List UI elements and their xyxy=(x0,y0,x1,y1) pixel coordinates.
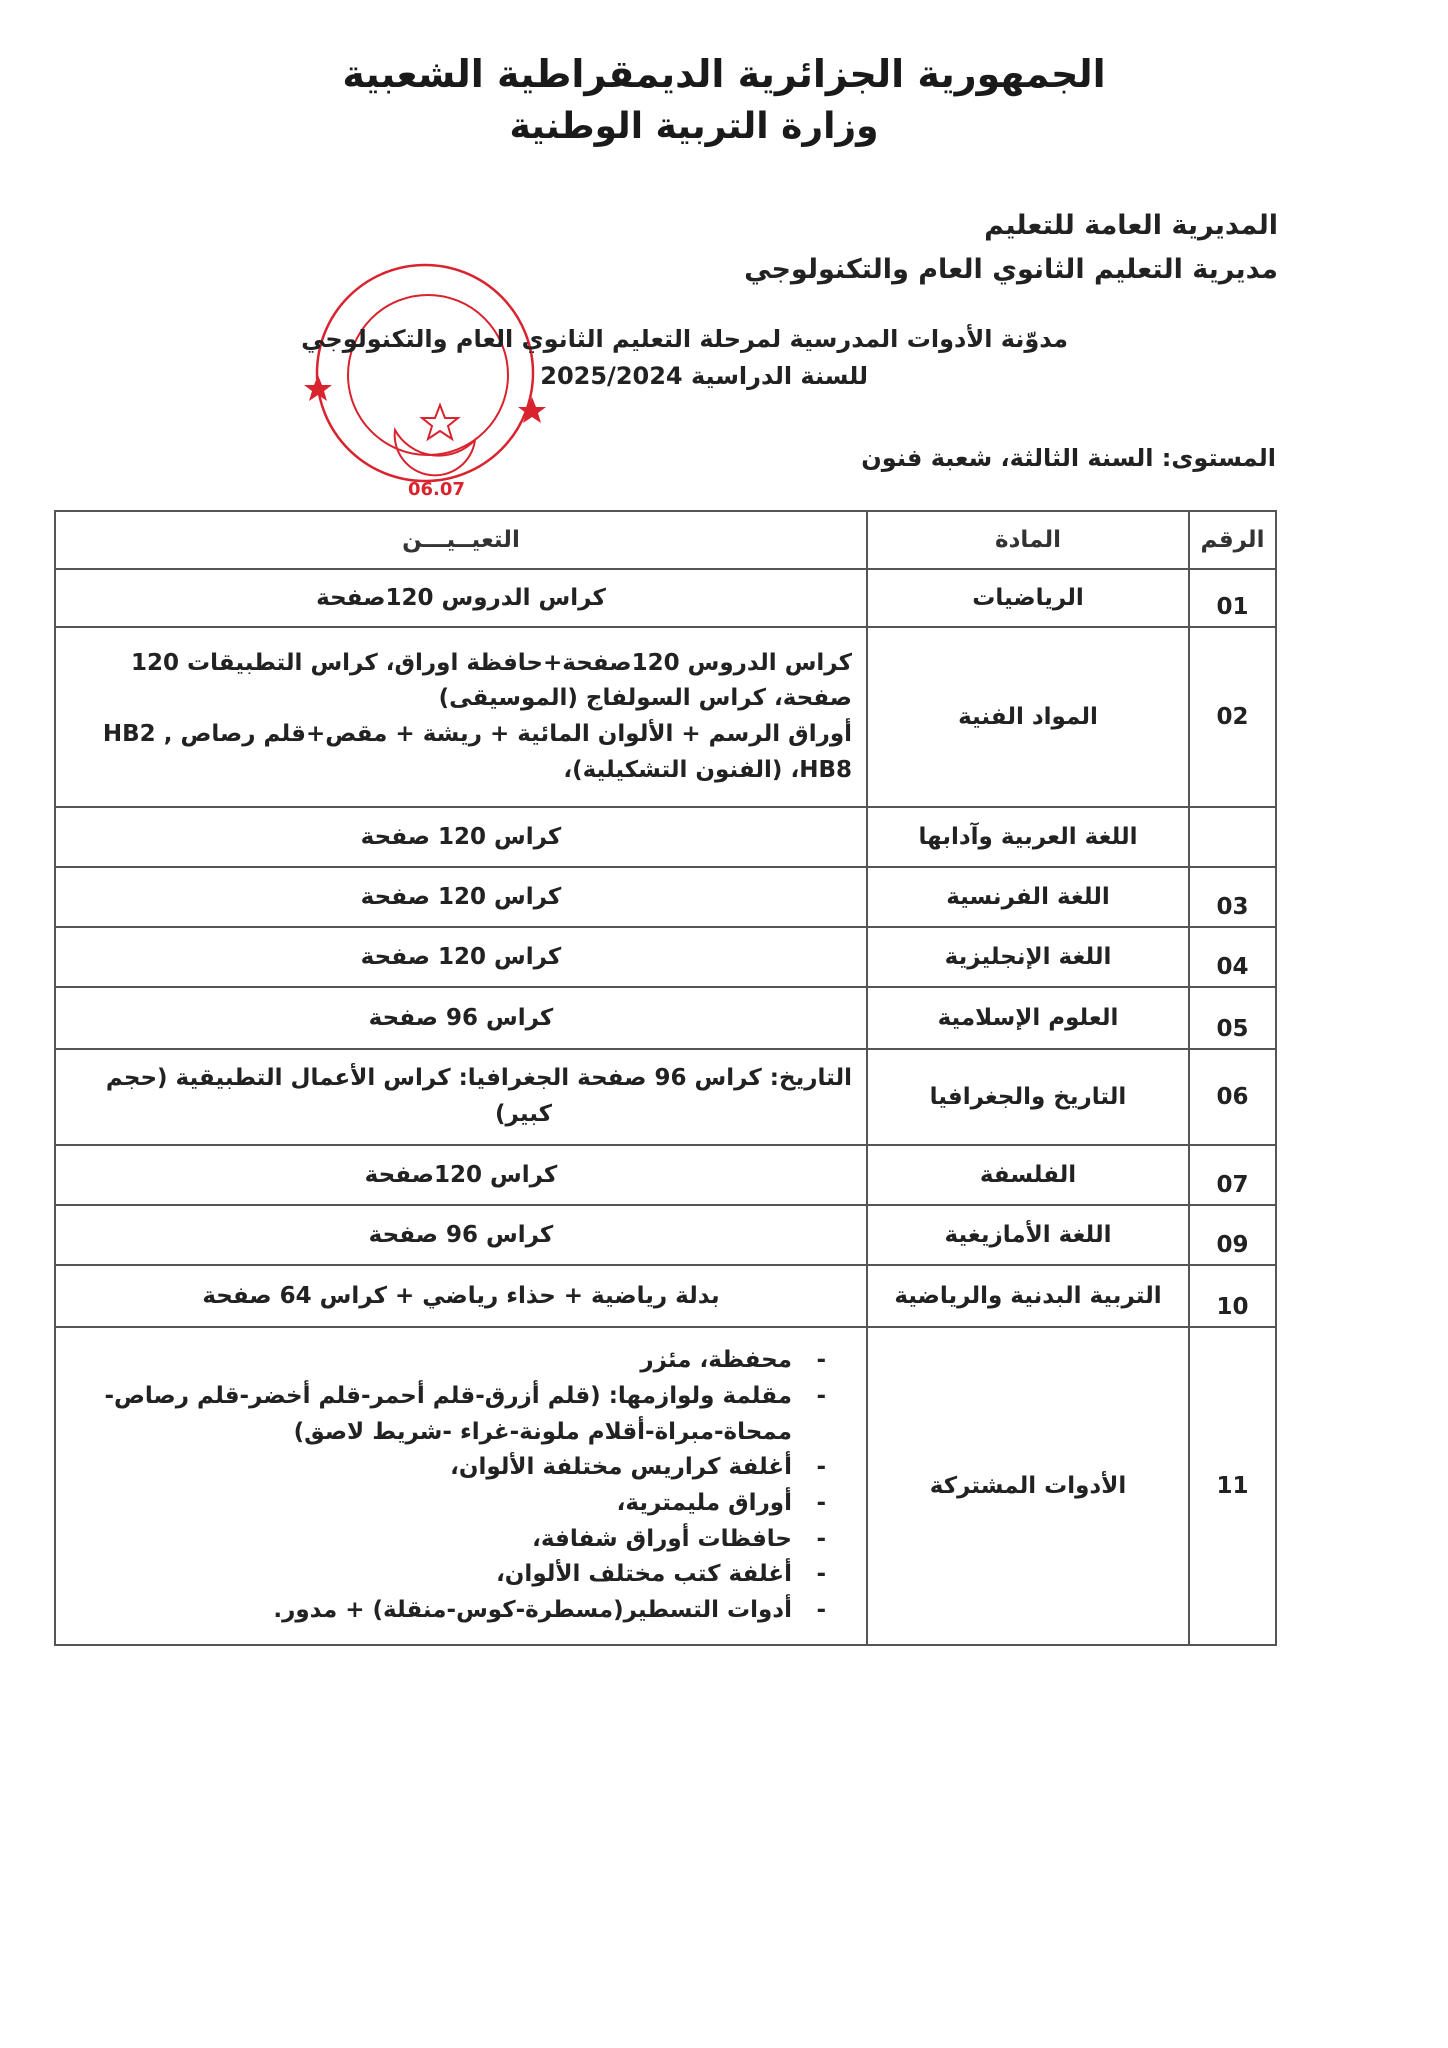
row-number: 05 xyxy=(1189,987,1276,1049)
supplies-table xyxy=(54,510,1277,1646)
list-item: - أدوات التسطير(مسطرة-كوس-منقلة) + مدور. xyxy=(56,1593,826,1629)
row-details: كراس 120 صفحة xyxy=(55,867,867,927)
table-row xyxy=(55,987,1276,1049)
row-details: كراس 96 صفحة xyxy=(55,1205,867,1265)
table-row xyxy=(55,867,1276,927)
row-details: بدلة رياضية + حذاء رياضي + كراس 64 صفحة xyxy=(55,1265,867,1327)
row-number: 04 xyxy=(1189,927,1276,987)
official-stamp xyxy=(300,255,550,505)
header-details: التعيــيـــن xyxy=(55,511,867,569)
details-line: كبير) xyxy=(495,1101,552,1127)
row-details: كراس الدروس 120صفحة xyxy=(55,569,867,627)
stamp-outer-ring xyxy=(317,265,533,481)
list-item: - أغلفة كتب مختلف الألوان، xyxy=(56,1557,826,1593)
directorate-general: المديرية العامة للتعليم xyxy=(984,210,1278,241)
row-details: كراس 120صفحة xyxy=(55,1145,867,1205)
table-row xyxy=(55,569,1276,627)
table-row xyxy=(55,1265,1276,1327)
stamp-left-star-icon xyxy=(304,375,332,401)
school-year: للسنة الدراسية 2025/2024 xyxy=(540,362,868,390)
details-line: كراس الدروس 120صفحة+حافظة اوراق، كراس التطبيقات 120 xyxy=(131,649,852,676)
details-line: التاريخ: كراس 96 صفحة الجغرافيا: كراس الأعمال التطبيقية (حجم xyxy=(105,1065,852,1092)
list-item: - محفظة، مئزر xyxy=(56,1343,826,1379)
row-subject: اللغة الفرنسية xyxy=(867,867,1189,927)
header-subject: المادة xyxy=(867,511,1189,569)
level-label: المستوى: السنة الثالثة، شعبة فنون xyxy=(861,444,1276,472)
row-number xyxy=(1189,807,1276,867)
row-number: 02 xyxy=(1189,627,1276,807)
table-row xyxy=(55,1205,1276,1265)
row-number: 10 xyxy=(1189,1265,1276,1327)
row-subject: اللغة العربية وآدابها xyxy=(867,807,1189,867)
row-number: 01 xyxy=(1189,569,1276,627)
row-subject: التاريخ والجغرافيا xyxy=(867,1049,1189,1145)
row-subject: العلوم الإسلامية xyxy=(867,987,1189,1049)
row-details xyxy=(55,627,867,807)
stamp-code: 06.07 xyxy=(408,479,465,500)
star-icon xyxy=(422,405,458,439)
details-line: HB8، (الفنون التشكيلية)، xyxy=(563,756,852,783)
table-header-row xyxy=(55,511,1276,569)
directorate: مديرية التعليم الثانوي العام والتكنولوجي xyxy=(744,254,1278,285)
list-title: مدوّنة الأدوات المدرسية لمرحلة التعليم الثانوي العام والتكنولوجي xyxy=(301,325,1068,353)
header-number: الرقم xyxy=(1189,511,1276,569)
list-item: - مقلمة ولوازمها: (قلم أزرق-قلم أحمر-قلم أخضر-قلم رصاص- ممحاة-مبراة-أقلام ملونة-غراء -شريط لاصق) xyxy=(56,1379,826,1450)
row-number: 11 xyxy=(1189,1327,1276,1645)
row-subject: الأدوات المشتركة xyxy=(867,1327,1189,1645)
row-subject: المواد الفنية xyxy=(867,627,1189,807)
row-number: 07 xyxy=(1189,1145,1276,1205)
table-row xyxy=(55,807,1276,867)
row-details xyxy=(55,1049,867,1145)
row-details: كراس 96 صفحة xyxy=(55,987,867,1049)
ministry-title: وزارة التربية الوطنية xyxy=(509,106,879,147)
list-item: - حافظات أوراق شفافة، xyxy=(56,1522,826,1558)
row-number: 09 xyxy=(1189,1205,1276,1265)
row-subject: اللغة الأمازيغية xyxy=(867,1205,1189,1265)
details-line: أوراق الرسم + الألوان المائية + ريشة + مقص+قلم رصاص , HB2 xyxy=(102,721,852,747)
row-subject: الفلسفة xyxy=(867,1145,1189,1205)
common-tools-list xyxy=(56,1343,866,1628)
row-details: كراس 120 صفحة xyxy=(55,807,867,867)
list-item: - أوراق مليمترية، xyxy=(56,1486,826,1522)
row-subject: الرياضيات xyxy=(867,569,1189,627)
table-row xyxy=(55,1145,1276,1205)
table-row xyxy=(55,1049,1276,1145)
table-row xyxy=(55,627,1276,807)
row-details: كراس 120 صفحة xyxy=(55,927,867,987)
row-subject: التربية البدنية والرياضية xyxy=(867,1265,1189,1327)
table-row xyxy=(55,1327,1276,1645)
details-line: صفحة، كراس السولفاج (الموسيقى) xyxy=(438,685,852,712)
row-details xyxy=(55,1327,867,1645)
table-row xyxy=(55,927,1276,987)
stamp-inner-ring xyxy=(348,295,508,455)
list-item: - أغلفة كراريس مختلفة الألوان، xyxy=(56,1450,826,1486)
row-number: 06 xyxy=(1189,1049,1276,1145)
republic-title: الجمهورية الجزائرية الديمقراطية الشعبية xyxy=(342,52,1106,96)
row-number: 03 xyxy=(1189,867,1276,927)
row-subject: اللغة الإنجليزية xyxy=(867,927,1189,987)
